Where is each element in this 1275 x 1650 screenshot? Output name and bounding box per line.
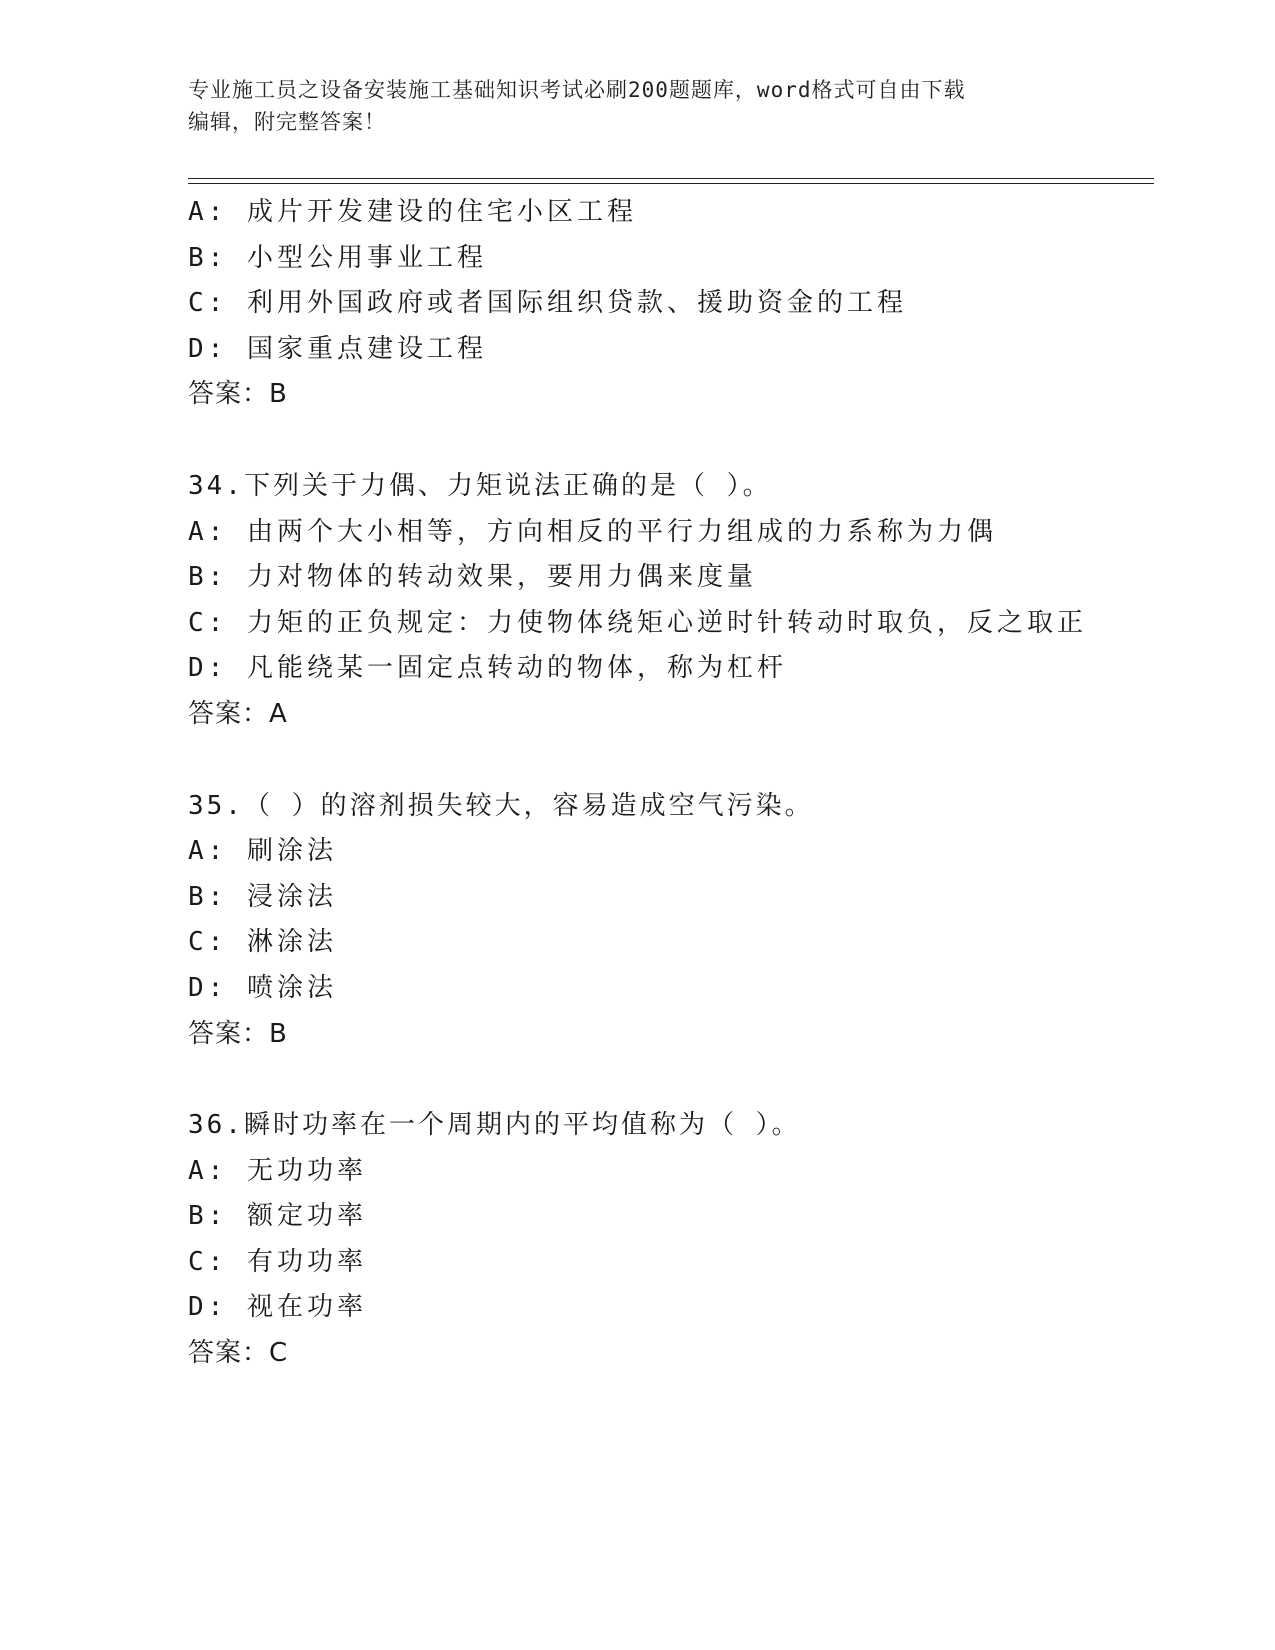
header-divider-top [188,178,1154,179]
option-d: D: 喷涂法 [188,972,337,1003]
option-c: C: 力矩的正负规定：力使物体绕矩心逆时针转动时取负，反之取正 [188,607,1087,638]
option-a: A: 由两个大小相等，方向相反的平行力组成的力系称为力偶 [188,516,997,547]
header-title-line-2: 编辑，附完整答案！ [188,110,386,134]
option-a: A: 刷涂法 [188,836,337,867]
option-c: C: 淋涂法 [188,927,337,958]
question-36 [188,1103,1188,1377]
question-stem: 36.瞬时功率在一个周期内的平均值称为（ ）。 [188,1110,801,1141]
option-c: C: 有功功率 [188,1246,367,1277]
answer-line: 答案：C [188,1338,289,1369]
answer-line: 答案：A [188,698,288,729]
answer-line: 答案：B [188,379,288,410]
option-a: A: 成片开发建设的住宅小区工程 [188,197,637,227]
option-d: D: 视在功率 [188,1292,367,1323]
option-b: B: 小型公用事业工程 [188,242,487,273]
document-header [188,74,1068,138]
option-d: D: 凡能绕某一固定点转动的物体，称为杠杆 [188,653,787,684]
header-title-line-1: 专业施工员之设备安装施工基础知识考试必刷200题题库，word格式可自由下载 [188,78,966,102]
question-stem: 35.（ ）的溶剂损失较大，容易造成空气污染。 [188,790,814,821]
option-a: A: 无功功率 [188,1155,367,1186]
question-33-continued [188,190,1188,418]
question-35 [188,784,1188,1058]
question-34 [188,464,1188,738]
option-d: D: 国家重点建设工程 [188,333,487,364]
question-content [188,190,1188,1377]
answer-line: 答案：B [188,1018,288,1049]
option-c: C: 利用外国政府或者国际组织贷款、援助资金的工程 [188,288,907,319]
option-b: B: 力对物体的转动效果，要用力偶来度量 [188,562,757,593]
header-divider-bottom [188,183,1154,184]
question-stem: 34.下列关于力偶、力矩说法正确的是（ ）。 [188,470,772,501]
option-b: B: 额定功率 [188,1201,367,1232]
option-b: B: 浸涂法 [188,881,337,912]
